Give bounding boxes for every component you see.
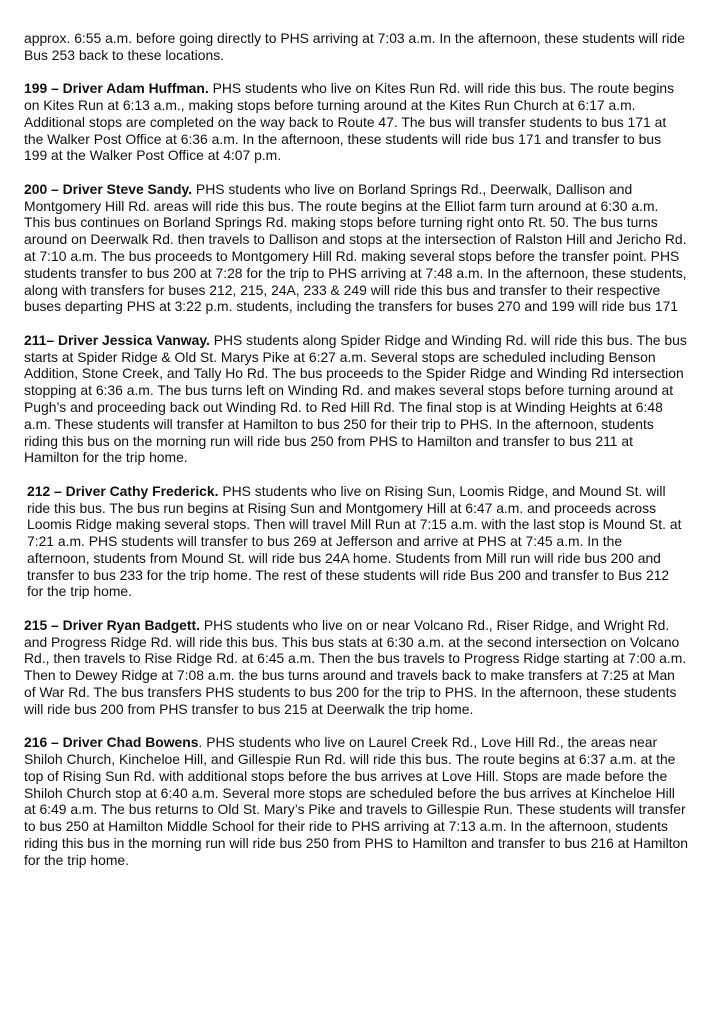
route-200-heading: 200 – Driver Steve Sandy. [24,180,193,197]
route-199-paragraph [24,80,688,164]
route-216-paragraph [24,734,688,868]
route-211-body: PHS students along Spider Ridge and Winding Rd. will ride this bus. The bus starts at Spider Ridge & Old St. Marys Pike at 6:27 a.m. Several stops are scheduled including Benson Addition, Stone Creek, and Tally Ho Rd. The bus proceeds to the Spider Ridge and Winding Rd intersection stopping at 6:36 a.m. The bus turns left on Winding Rd. and makes several stops before turning around at Pugh’s and proceeding back out Winding Rd. to Red Hill Rd. The final stop is at Winding Heights at 6:48 a.m. These students will transfer at Hamilton to bus 250 for their trip to PHS. In the afternoon, students riding this bus on the morning run will ride bus 250 from PHS to Hamilton and transfer to bus 211 at Hamilton for the trip home. [24,331,687,466]
route-200-body: PHS students who live on Borland Springs Rd., Deerwalk, Dallison and Montgomery Hill Rd. areas will ride this bus. The route begins at the Elliot farm turn around at 6:30 a.m. This bus continues on Borland Springs Rd. making stops before turning right onto Rt. 50. The bus turns around on Deerwalk Rd. then travels to Dallison and stops at the intersection of Ralston Hill and Jericho Rd. at 7:10 a.m. The bus proceeds to Montgomery Hill Rd. making several stops before the transfer point. PHS students transfer to bus 200 at 7:28 for the trip to PHS arriving at 7:48 a.m. In the afternoon, these students, along with transfers for buses 212, 215, 24A, 233 & 249 will ride this bus and transfer to their respective buses departing PHS at 3:22 p.m. students, including the transfers for buses 270 and 199 will ride bus 171 [24,180,687,315]
route-199-heading: 199 – Driver Adam Huffman. [24,80,209,97]
route-211-paragraph [24,332,688,466]
route-212-body: PHS students who live on Rising Sun, Loomis Ridge, and Mound St. will ride this bus. The bus run begins at Rising Sun and Montgomery Hill at 6:47 a.m. and proceeds across Loomis Ridge making several stops. Then will travel Mill Run at 7:15 a.m. with the last stop is Mound St. at 7:21 a.m. PHS students will transfer to bus 269 at Jefferson and arrive at PHS at 7:45 a.m. In the afternoon, students from Mound St. will ride bus 24A home. Students from Mill run will ride bus 200 and transfer to bus 233 for the trip home. The rest of these students will ride Bus 200 and transfer to Bus 212 for the trip home. [27,482,682,600]
route-212-heading: 212 – Driver Cathy Frederick. [27,482,219,499]
route-215-body: PHS students who live on or near Volcano Rd., Riser Ridge, and Wright Rd. and Progress Ridge Rd. will ride this bus. This bus stats at 6:30 a.m. at the second intersection on Volcano Rd., then travels to Rise Ridge Rd. at 6:45 a.m. Then the bus travels to Progress Ridge starting at 7:00 a.m. Then to Dewey Ridge at 7:08 a.m. the bus turns around and travels back to make transfers at 7:25 at Man of War Rd. The bus transfers PHS students to bus 200 for the trip to PHS. In the afternoon, these students will ride bus 200 from PHS transfer to bus 215 at Deerwalk the trip home. [24,616,687,717]
route-199-body: PHS students who live on Kites Run Rd. will ride this bus. The route begins on Kites Run at 6:13 a.m., making stops before turning around at the Kites Run Church at 6:17 a.m. Additional stops are completed on the way back to Route 47. The bus will transfer students to bus 171 at the Walker Post Office at 6:36 a.m. In the afternoon, these students will ride bus 171 and transfer to bus 199 at the Walker Post Office at 4:07 p.m. [24,80,675,164]
route-212-paragraph [24,483,688,601]
intro-paragraph: approx. 6:55 a.m. before going directly to PHS arriving at 7:03 a.m. In the afternoon, these students will ride Bus 253 back to these locations. [24,30,685,63]
route-211-heading: 211– Driver Jessica Vanway. [24,331,210,348]
route-215-heading: 215 – Driver Ryan Badgett. [24,616,201,633]
route-215-paragraph [24,617,688,718]
document-page [24,30,688,885]
route-216-body: . PHS students who live on Laurel Creek Rd., Love Hill Rd., the areas near Shiloh Church, Kincheloe Hill, and Gillespie Run Rd. will ride this bus. The route begins at 6:37 a.m. at the top of Rising Sun Rd. with additional stops before the bus arrives at Love Hill. Stops are made before the Shiloh Church stop at 6:40 a.m. Several more stops are scheduled before the bus arrives at Kincheloe Hill at 6:49 a.m. The bus returns to Old St. Mary’s Pike and travels to Gillespie Run. These students will transfer to bus 250 at Hamilton Middle School for their ride to PHS arriving at 7:13 a.m. In the afternoon, students riding this bus in the morning run will ride bus 250 from PHS to Hamilton and transfer to bus 216 at Hamilton for the trip home. [24,734,688,868]
route-200-paragraph [24,181,688,315]
route-216-heading: 216 – Driver Chad Bowens [24,734,199,751]
